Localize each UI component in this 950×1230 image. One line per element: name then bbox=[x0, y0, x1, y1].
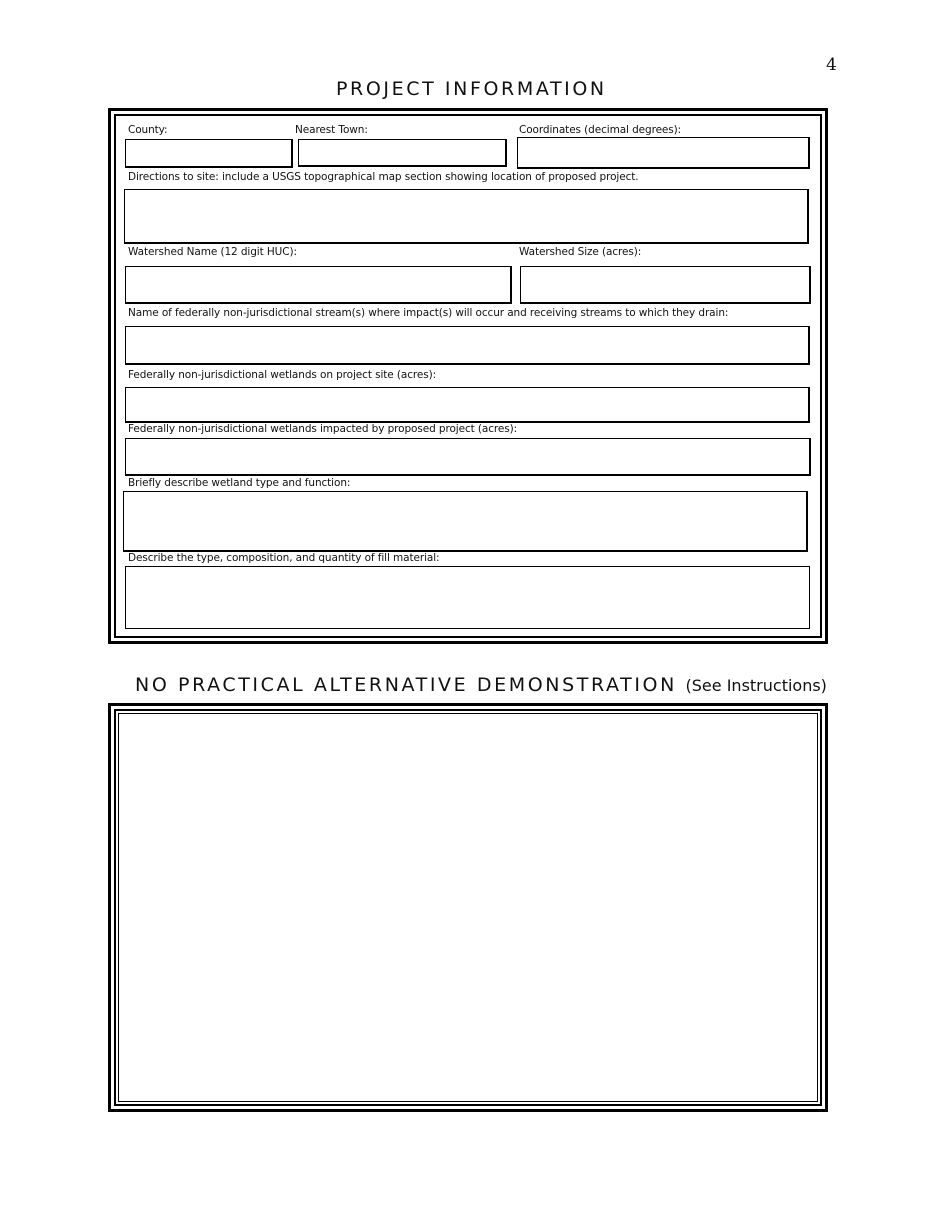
nearest-town-field[interactable] bbox=[298, 139, 507, 167]
fill-material-field[interactable] bbox=[125, 566, 810, 629]
watershed-name-label: Watershed Name (12 digit HUC): bbox=[128, 246, 297, 258]
watershed-name-field[interactable] bbox=[125, 266, 512, 304]
wetlands-on-site-label: Federally non-jurisdictional wetlands on project site (acres): bbox=[128, 369, 437, 381]
streams-label: Name of federally non-jurisdictional stream(s) where impact(s) will occur and receiving streams to which they drain: bbox=[128, 307, 729, 319]
watershed-size-field[interactable] bbox=[520, 266, 811, 304]
no-practical-alternative-heading: NO PRACTICAL ALTERNATIVE DEMONSTRATION bbox=[135, 674, 677, 696]
coordinates-label: Coordinates (decimal degrees): bbox=[519, 124, 682, 136]
county-label: County: bbox=[128, 124, 168, 136]
see-instructions-note: (See Instructions) bbox=[685, 676, 827, 695]
watershed-size-label: Watershed Size (acres): bbox=[519, 246, 642, 258]
wetland-type-label: Briefly describe wetland type and function: bbox=[128, 477, 351, 489]
no-practical-alternative-frame[interactable] bbox=[108, 703, 828, 1112]
coordinates-field[interactable] bbox=[517, 137, 810, 169]
directions-field[interactable] bbox=[124, 189, 809, 244]
wetlands-impacted-label: Federally non-jurisdictional wetlands impacted by proposed project (acres): bbox=[128, 423, 518, 435]
nearest-town-label: Nearest Town: bbox=[295, 124, 368, 136]
streams-field[interactable] bbox=[125, 326, 810, 365]
directions-label: Directions to site: include a USGS topographical map section showing location of proposed project. bbox=[128, 171, 639, 183]
wetland-type-field[interactable] bbox=[123, 491, 808, 552]
wetlands-impacted-field[interactable] bbox=[125, 438, 811, 476]
fill-material-label: Describe the type, composition, and quantity of fill material: bbox=[128, 552, 440, 564]
no-practical-alternative-title bbox=[135, 674, 827, 696]
page-number: 4 bbox=[826, 55, 837, 75]
project-information-title: PROJECT INFORMATION bbox=[336, 78, 607, 100]
wetlands-on-site-field[interactable] bbox=[125, 387, 810, 423]
county-field[interactable] bbox=[125, 139, 293, 168]
